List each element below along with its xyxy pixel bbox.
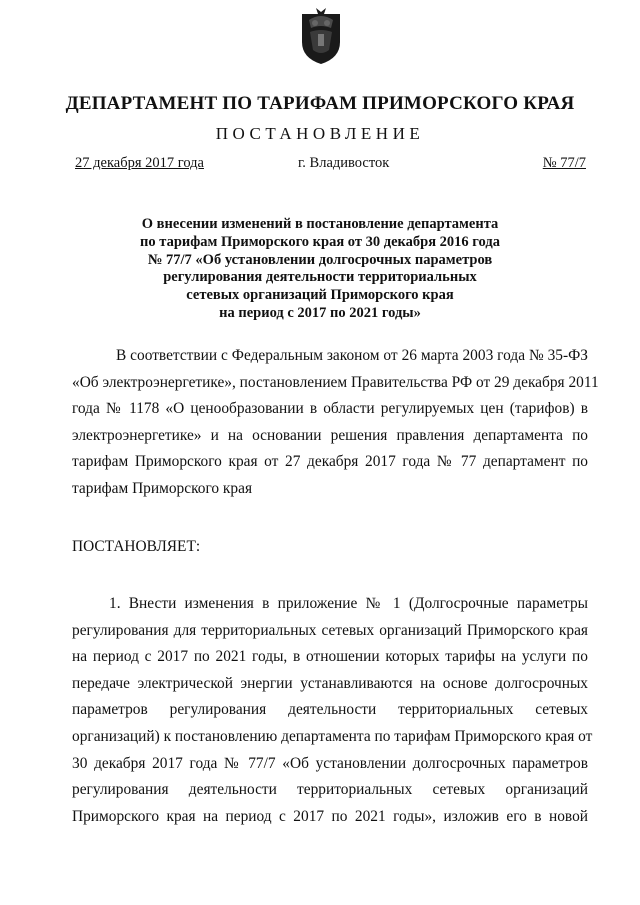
- text-line: 30 декабря 2017 года № 77/7 «Об установлении долгосрочных параметров: [72, 754, 588, 772]
- text-line: на период с 2017 по 2021 годы, в отношении которых тарифы на услуги по: [72, 648, 588, 666]
- decree-word: ПОСТАНОВЛЯЕТ:: [72, 538, 201, 555]
- subject-line: по тарифам Приморского края от 30 декабря 2016 года: [140, 233, 500, 250]
- subject-line: регулирования деятельности территориальных: [163, 269, 477, 286]
- preamble-paragraph: [72, 343, 599, 503]
- text-line: В соответствии с Федеральным законом от 26 марта 2003 года № 35-ФЗ: [116, 347, 588, 364]
- document-number: № 77/7: [542, 155, 586, 171]
- document-subject: [100, 216, 540, 323]
- text-line: регулирования деятельности территориальных сетевых организаций: [72, 781, 588, 799]
- coat-of-arms-icon: [296, 6, 346, 66]
- subject-line: сетевых организаций Приморского края: [186, 287, 454, 304]
- department-title: ДЕПАРТАМЕНТ ПО ТАРИФАМ ПРИМОРСКОГО КРАЯ: [65, 93, 575, 114]
- text-line: 1. Внести изменения в приложение № 1 (Долгосрочные параметры: [109, 595, 588, 612]
- document-type: ПОСТАНОВЛЕНИЕ: [215, 124, 425, 143]
- text-line: электроэнергетике» и на основании решения правления департамента по: [72, 426, 588, 444]
- subject-line: № 77/7 «Об установлении долгосрочных параметров: [147, 251, 493, 268]
- text-line: года № 1178 «О ценообразовании в области регулируемых цен (тарифов) в: [72, 400, 588, 418]
- subject-line: на период с 2017 по 2021 годы»: [219, 304, 421, 321]
- text-line: тарифам Приморского края: [72, 479, 253, 497]
- text-line: регулирования для территориальных сетевых организаций Приморского края: [72, 621, 588, 639]
- document-date: 27 декабря 2017 года: [75, 155, 204, 171]
- document-city: г. Владивосток: [298, 155, 390, 171]
- text-line: параметров регулирования деятельности территориальных сетевых: [72, 701, 588, 719]
- subject-line: О внесении изменений в постановление департамента: [141, 216, 499, 232]
- text-line: тарифам Приморского края от 27 декабря 2017 года № 77 департамент по: [72, 453, 588, 471]
- text-line: передаче электрической энергии устанавливаются на основе долгосрочных: [72, 674, 588, 692]
- item-1-paragraph: [72, 591, 593, 830]
- text-line: «Об электроэнергетике», постановлением Правительства РФ от 29 декабря 2011: [72, 373, 599, 391]
- text-line: организаций) к постановлению департамента по тарифам Приморского края от: [72, 727, 593, 745]
- text-line: Приморского края на период с 2017 по 2021 годы», изложив его в новой: [72, 807, 588, 825]
